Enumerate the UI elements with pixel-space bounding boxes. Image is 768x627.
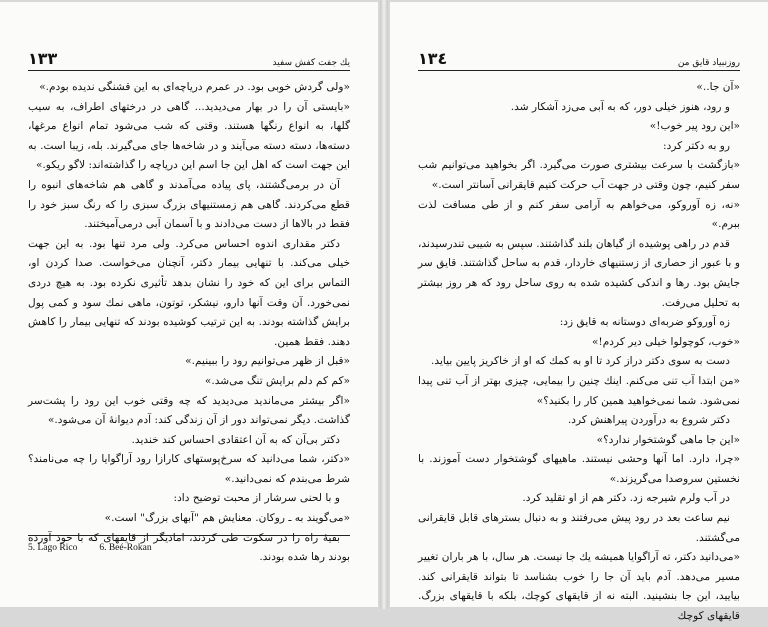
paragraph: «دکتر، شما می‌دانید که سرخ‌پوستهای کارازا رود آراگوایا را چه می‌نامند؟ شرط می‌بندم که نمی‌دانید.» [28,453,350,485]
paragraph: دست به سوی دکتر دراز کرد تا او به کمك که او از خاکریز پایین بیاید. [431,355,730,368]
paragraph: آن در برمی‌گشتند، پای پیاده می‌آمدند و گاهی هم شاخه‌های انبوه را قطع می‌کردند. گاهی هم زمستنیهای بزرگ سبزی را که رنگ سبز خود را فقط در بالاها از دست می‌دادند و با آسمان آبی درمی‌آمیختند. [28,178,350,231]
right-running-title: روزنبیاد قایق من [677,58,740,68]
paragraph: «بایستی آن را در بهار می‌دیدید... گاهی در درختهای اطراف، به سیب گلها، به انواع رنگها هستند. وقتی که شب می‌شود تمام انواع مرغها، دسته‌ها، دسته دسته می‌آیند و در شاخه‌ها جای می‌گیرند. بله، زیبا است. به این جهت است که اهل این جا اسم این دریاچه را گذاشته‌اند: لاگو ریکو.» [28,100,350,172]
right-page [390,2,768,623]
left-running-title: یك جفت كفش سفید [272,58,350,68]
left-body-text [28,78,350,568]
right-body-text [418,78,740,627]
paragraph: «خوب، کوچولوا خیلی دیر کردم!» [591,335,740,348]
paragraph: بقیهٔ راه را در سکوت طی کردند، امادیگر از قایقهای که با خود آورده بودند رها شده بودند. [28,531,350,564]
paragraph: «می‌دانید دکتر، ته آراگوایا همیشه یك جا نیست. هر سال، با هر باران تغییر مسیر می‌دهد. آدم باید آن جا را خوب بشناسد تا بتواند قایقرانی کند. بیایید، این جا بنشینید. البته نه از قایقهای کوچك، بلکه با قایقهای بزرگ. قایقهای کوچك [418,551,740,623]
paragraph: «ولی گردش خوبی بود. در عمرم دریاچه‌ای به این قشنگی ندیده بودم.» [39,81,350,93]
right-page-number: ١٣٤ [418,49,448,68]
paragraph: «این جا ماهی گوشتخوار ندارد؟» [596,433,740,446]
paragraph: «این رود پیر خوب!» [649,120,740,133]
paragraph: رو به دکتر کرد: [663,139,730,152]
paragraph: «آن جا..» [696,81,740,93]
paragraph: «کم کم دلم برایش تنگ می‌شد.» [204,374,350,387]
paragraph: دکتر شروع به درآوردن پیراهنش کرد. [567,414,730,427]
paragraph: در آب ولرم شیرجه زد. دکتر هم از او تقلید کرد. [522,492,730,505]
footnote-rule [28,535,350,536]
left-page-number: ١٣٣ [28,49,58,68]
paragraph: و با لحنی سرشار از محبت توضیح داد: [173,492,340,505]
paragraph: زه آوروکو ضربه‌ای دوستانه به قایق زد: [559,316,730,329]
footnote: 5. Lago Rico [28,543,78,553]
paragraph: «چرا، دارد. اما آنها وحشی نیستند. ماهیهای گوشتخوار دست آموزند. با نخستین سروصدا می‌گریزند.» [418,453,740,485]
footnotes [28,543,350,553]
paragraph: «قبل از ظهر می‌توانیم رود را ببینیم.» [185,355,350,368]
left-running-head [28,42,350,68]
paragraph: «اگر بیشتر می‌ماندید می‌دیدید که چه وقتی خوب این رود را پشت‌سر گذاشت. دیگر نمی‌تواند دور از آن زندگی کند: آدم دیوانهٔ آن می‌شود.» [28,394,350,427]
right-header-rule [418,70,740,71]
paragraph: «می‌گویند به ـ روکان. معنایش هم "آبهای بزرگ" است.» [104,512,350,525]
paragraph: دکتر مقداری اندوه احساس می‌کرد. ولی مرد تنها بود. به این جهت خیلی می‌کند. با تنهایی بیمار دکتر، آنچنان می‌خواست. صدا کردن او، التماس برای این که خود را نشان بدهد تأثیری نکرده بود. به هیچ دردی نمی‌خورد. آن وقت آنها دارو، نیشکر، توتون، ماهی نمك سود و کمی پول برایش گذاشته بودند. به این ترتیب کوشیده بودند که تنهایی بیمار را کاهش دهند. فقط همین. [28,237,350,348]
left-page [0,2,378,607]
right-running-head [418,42,740,68]
footnote: 6. Beé-Rokan [99,543,152,553]
left-header-rule [28,70,350,71]
paragraph: «نه، زه آوروکو، می‌خواهم به آرامی سفر کنم و از طی مسافت لذت ببرم.» [418,198,740,231]
paragraph: «من ابتدا آب تنی می‌کنم. اینك چنین را بیمایی، چیزی بهتر از آب تنی پیدا نمی‌شود. شما نمی‌خواهید همین کار را بکنید؟» [418,374,740,407]
paragraph: دکتر بی‌آن که به آن اعتقادی احساس کند خندید. [131,433,340,446]
paragraph: و رود، هنوز خیلی دور، که به آبی می‌زد آشکار شد. [510,100,730,113]
paragraph: «بازگشت با سرعت بیشتری صورت می‌گیرد. اگر بخواهید می‌توانیم شب سفر کنیم، چون وقتی در جهت آب حرکت کنیم قایقرانی آسانتر است.» [418,159,740,191]
paragraph: نیم ساعت بعد در رود پیش می‌رفتند و به دنبال بسترهای قابل قایقرانی می‌گشتند. [418,512,740,544]
paragraph: قدم در راهی پوشیده از گیاهان بلند گذاشتند. سپس به شیبی تندرسیدند، و با عبور از حصاری از زستنیهای خاردار، قدم به ساحل گذاشتند. قایق سر جایش بود. رها و اندکی کشیده شده به روی ساحل رود که هر روز بیشتر به تحلیل می‌رفت. [418,237,740,309]
book-gutter [380,0,388,609]
